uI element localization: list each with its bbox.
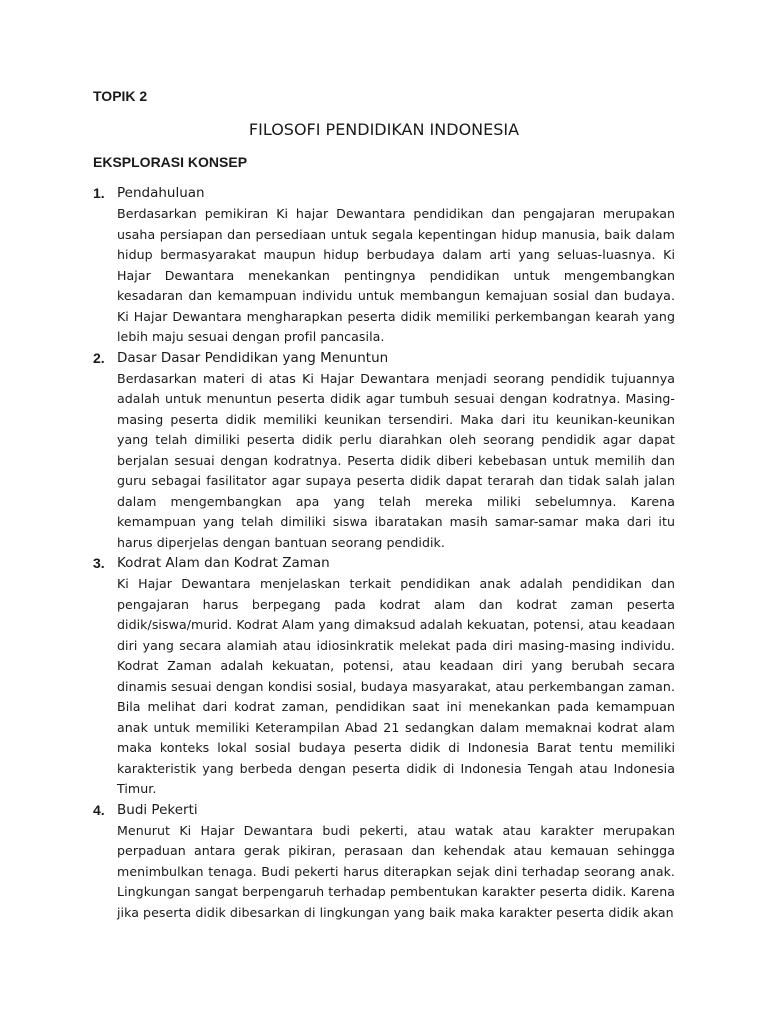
list-item-pendahuluan xyxy=(93,184,675,348)
item-heading: Pendahuluan xyxy=(117,185,205,201)
item-number: 1. xyxy=(93,185,105,201)
item-body xyxy=(117,554,675,800)
item-number: 3. xyxy=(93,555,105,571)
list-item-kodrat xyxy=(93,554,675,800)
item-heading: Dasar Dasar Pendidikan yang Menuntun xyxy=(117,349,389,366)
item-body xyxy=(117,801,675,924)
item-number: 4. xyxy=(93,801,105,818)
item-body xyxy=(117,184,675,348)
item-paragraph: Menurut Ki Hajar Dewantara budi pekerti, atau watak atau karakter merupakan perpaduan antara gerak pikiran, perasaan dan kehendak atau kemauan sehingga menimbulkan tenaga. Budi pekerti harus diterapkan sejak dini terhadap seorang anak. Lingkungan sangat berpengaruh terhadap pembentukan karakter peserta didik. Karena jika peserta didik dibesarkan di lingkungan yang baik maka karakter peserta didik akan xyxy=(117,822,675,920)
item-number: 2. xyxy=(93,349,105,366)
item-heading: Kodrat Alam dan Kodrat Zaman xyxy=(117,555,330,571)
section-label: EKSPLORASI KONSEP xyxy=(93,154,248,170)
topic-label: TOPIK 2 xyxy=(93,88,148,104)
document-title: FILOSOFI PENDIDIKAN INDONESIA xyxy=(248,120,520,139)
item-heading: Budi Pekerti xyxy=(117,801,198,818)
item-paragraph: Berdasarkan pemikiran Ki hajar Dewantara pendidikan dan pengajaran merupakan usaha persiapan dan persediaan untuk segala kepentingan hidup manusia, baik dalam hidup bermasyarakat maupun hidup berbudaya dalam arti yang seluas-luasnya. Ki Hajar Dewantara menekankan pentingnya pendidikan untuk mengembangkan kesadaran dan kemampuan individu untuk membangun kemajuan sosial dan budaya. Ki Hajar Dewantara mengharapkan peserta didik memiliki perkembangan kearah yang lebih maju sesuai dengan profil pancasila. xyxy=(117,206,675,344)
item-body xyxy=(117,349,675,554)
item-paragraph: Berdasarkan materi di atas Ki Hajar Dewantara menjadi seorang pendidik tujuannya adalah untuk menuntun peserta didik agar tumbuh sesuai dengan kodratnya. Masing-masing peserta didik memiliki keunikan tersendiri. Maka dari itu keunikan-keunikan yang telah dimiliki peserta didik perlu diarahkan oleh seorang pendidik agar dapat berjalan sesuai dengan kodratnya. Peserta didik diberi kebebasan untuk memilih dan guru sebagai fasilitator agar supaya peserta didik dapat terarah dan tidak salah jalan dalam mengembangkan apa yang telah mereka miliki sebelumnya. Karena kemampuan yang telah dimiliki siswa ibaratakan masih samar-samar maka dari itu harus diperjelas dengan bantuan seorang pendidik. xyxy=(117,370,675,550)
list-item-dasar-pendidikan xyxy=(93,349,675,554)
numbered-list xyxy=(93,184,675,924)
list-item-budi-pekerti xyxy=(93,801,675,924)
item-paragraph: Ki Hajar Dewantara menjelaskan terkait pendidikan anak adalah pendidikan dan pengajaran harus berpegang pada kodrat alam dan kodrat zaman peserta didik/siswa/murid. Kodrat Alam yang dimaksud adalah kekuatan, potensi, atau keadaan diri yang secara alamiah atau idiosinkratik melekat pada diri masing-masing individu. Kodrat Zaman adalah kekuatan, potensi, atau keadaan diri yang berubah secara dinamis sesuai dengan kondisi sosial, budaya masyarakat, atau perkembangan zaman. Bila melihat dari kodrat zaman, pendidikan saat ini menekankan pada kemampuan anak untuk memiliki Keterampilan Abad 21 sedangkan dalam memaknai kodrat alam maka konteks lokal sosial budaya peserta didik di Indonesia Barat tentu memiliki karakteristik yang berbeda dengan peserta didik di Indonesia Tengah atau Indonesia Timur. xyxy=(117,576,675,796)
